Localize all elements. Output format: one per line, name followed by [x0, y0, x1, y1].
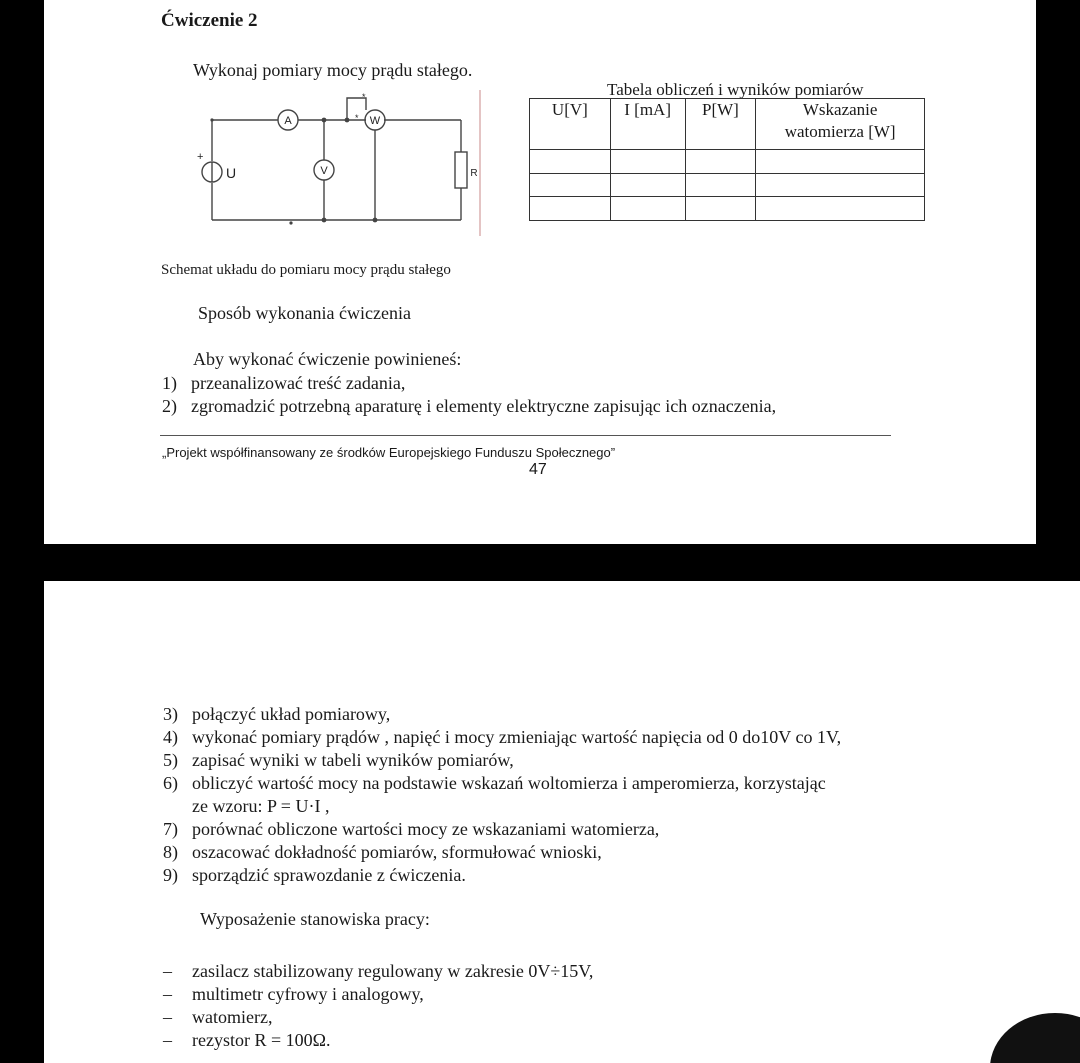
step-text: oszacować dokładność pomiarów, sformułować wnioski,: [192, 842, 602, 862]
list-item: [163, 772, 841, 795]
footer-text: „Projekt współfinansowany ze środków Europejskiego Funduszu Społecznego”: [162, 445, 616, 460]
page-number: 47: [529, 461, 547, 478]
equipment-heading: Wyposażenie stanowiska pracy:: [200, 909, 430, 929]
equipment-text: zasilacz stabilizowany regulowany w zakresie 0V÷15V,: [192, 961, 594, 981]
header-wattmeter-reading: Wskazanie watomierza [W]: [756, 99, 925, 150]
table-row: [530, 197, 925, 221]
bullet: –: [163, 1030, 172, 1050]
bullet: –: [163, 1007, 172, 1027]
equipment-text: multimetr cyfrowy i analogowy,: [192, 984, 424, 1004]
screen-corner-shadow: [990, 1013, 1080, 1063]
step-number: 8): [163, 842, 178, 862]
list-item: [163, 983, 593, 1006]
star-label-1: *: [362, 92, 366, 102]
results-table: [529, 98, 925, 221]
step-number: 3): [163, 704, 178, 724]
list-item: [163, 841, 841, 864]
wattmeter-label: W: [369, 115, 381, 127]
document-page-2: [44, 581, 1080, 1063]
table-row: [530, 173, 925, 197]
step-text: zgromadzić potrzebną aparaturę i elementy elektryczne zapisując ich oznaczenia,: [191, 396, 777, 416]
step-text: przeanalizować treść zadania,: [191, 373, 406, 393]
intro-text: Aby wykonać ćwiczenie powinieneś:: [193, 349, 462, 369]
step-number: 6): [163, 773, 178, 793]
resistor-label: R: [470, 168, 478, 179]
exercise-instruction: Wykonaj pomiary mocy prądu stałego.: [193, 60, 473, 80]
document-page-1: [44, 0, 1036, 544]
equipment-list: [163, 960, 593, 1052]
step-text: porównać obliczone wartości mocy ze wskazaniami watomierza,: [192, 819, 660, 839]
method-heading: Sposób wykonania ćwiczenia: [198, 303, 411, 323]
bullet: –: [163, 961, 172, 981]
step-text: wykonać pomiary prądów , napięć i mocy zmieniając wartość napięcia od 0 do10V co 1V,: [192, 727, 842, 747]
formula-text: ze wzoru: P = U·I ,: [192, 796, 330, 816]
step-text: połączyć układ pomiarowy,: [192, 704, 391, 724]
table-row: [530, 150, 925, 174]
step-text: obliczyć wartość mocy na podstawie wskazań woltomierza i amperomierza, korzystając: [192, 773, 826, 793]
list-item: [163, 1029, 593, 1052]
footer-rule: [160, 435, 891, 436]
list-item: [163, 749, 841, 772]
plus-label: +: [197, 151, 204, 163]
step-number: 9): [163, 865, 178, 885]
steps-list: [163, 703, 841, 887]
equipment-text: watomierz,: [192, 1007, 273, 1027]
ammeter-label: A: [284, 115, 292, 127]
list-item: [162, 373, 405, 394]
step-text: sporządzić sprawozdanie z ćwiczenia.: [192, 865, 466, 885]
step-number: 5): [163, 750, 178, 770]
list-item: [163, 703, 841, 726]
exercise-title: Ćwiczenie 2: [161, 10, 258, 31]
figure-caption: Schemat układu do pomiaru mocy prądu stałego: [161, 262, 451, 278]
circuit-diagram: [194, 90, 494, 238]
list-item: [163, 726, 841, 749]
list-item: [162, 396, 776, 417]
list-item: [163, 818, 841, 841]
step-number: 4): [163, 727, 178, 747]
list-item: [163, 1006, 593, 1029]
header-current: I [mA]: [610, 99, 685, 150]
step-number: 7): [163, 819, 178, 839]
star-label-2: *: [355, 113, 359, 123]
list-item: [163, 960, 593, 983]
equipment-text: rezystor R = 100Ω.: [192, 1030, 331, 1050]
header-voltage: U[V]: [530, 99, 611, 150]
resistor-symbol: [455, 152, 467, 188]
source-label: U: [226, 165, 237, 181]
list-item: [163, 795, 841, 818]
voltmeter-label: V: [320, 165, 328, 177]
header-power: P[W]: [685, 99, 756, 150]
list-item: [163, 864, 841, 887]
step-number: 1): [162, 373, 177, 393]
bullet: –: [163, 984, 172, 1004]
step-number: 2): [162, 396, 177, 416]
step-text: zapisać wyniki w tabeli wyników pomiarów,: [192, 750, 514, 770]
table-caption: Tabela obliczeń i wyników pomiarów: [607, 80, 864, 99]
